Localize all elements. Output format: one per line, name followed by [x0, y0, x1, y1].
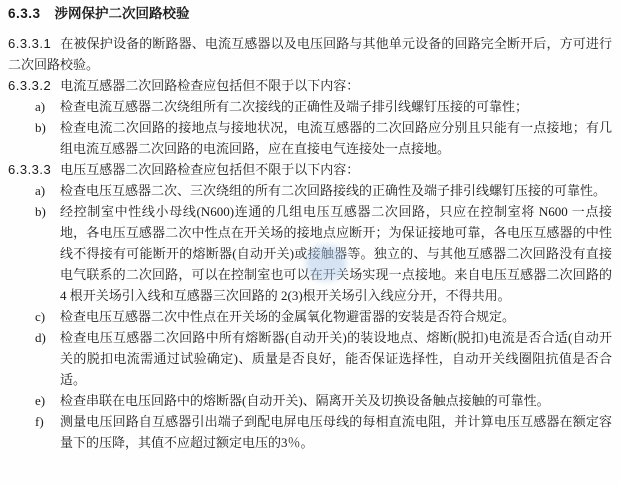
section-text: 电流互感器二次回路检查应包括但不限于以下内容：	[60, 78, 360, 93]
list-item-text: 检查串联在电压回路中的熔断器(自动开关)、隔离开关及切换设备触点接触的可靠性。	[60, 393, 550, 408]
list-item-label: a)	[35, 183, 46, 198]
list-item-label: b)	[35, 204, 46, 219]
list-item-text: 测量电压回路自互感器引出端子到配电屏电压母线的每相直流电阻，并计算电压互感器在额定容量下的压降，其值不应超过额定电压的3％。	[60, 414, 612, 450]
list-item	[8, 327, 612, 390]
section-paragraph	[8, 75, 612, 96]
document-body	[8, 33, 612, 453]
section-paragraph	[8, 159, 612, 180]
section-heading-title: 涉网保护二次回路校验	[54, 6, 190, 21]
section-heading-number: 6.3.3	[8, 6, 41, 21]
section-number: 6.3.3.2	[8, 78, 52, 93]
section-text: 在被保护设备的断路器、电流互感器以及电压回路与其他单元设备的回路完全断开后，方可进行二次回路校验。	[8, 36, 612, 72]
section-number: 6.3.3.3	[8, 162, 52, 177]
section-text: 电压互感器二次回路检查应包括但不限于以下内容：	[60, 162, 360, 177]
list-item-text: 检查电流互感器二次绕组所有二次接线的正确性及端子排引线螺钉压接的可靠性；	[60, 99, 529, 114]
list-item	[8, 411, 612, 453]
list-item	[8, 306, 612, 327]
list-item	[8, 180, 612, 201]
list-item-label: b)	[35, 120, 46, 135]
list-item-text: 经控制室中性线小母线(N600)连通的几组电压互感器二次回路，只应在控制室将 N600 一点接地，各电压互感器二次中性点在开关场的接地点应断开；为保证接地可靠，各电压互感器的中性线不得接有可能断开的熔断器(自动开关)或接触器等。独立的、与其他互感器二次回路没有直接电气联系的二次回路，可以在控制室也可以在开关场实现一点接地。来自电压互感器二次回路的 4 根开关场引入线和互感器三次回路的 2(3)根开关场引入线应分开，不得共用。	[60, 204, 612, 303]
list-item-label: f)	[35, 414, 44, 429]
section-number: 6.3.3.1	[8, 36, 52, 51]
list-item-label: e)	[35, 393, 46, 408]
list-item-text: 检查电压互感器二次中性点在开关场的金属氧化物避雷器的安装是否符合规定。	[60, 309, 516, 324]
section-paragraph	[8, 33, 612, 75]
list-item	[8, 201, 612, 306]
list-item-label: d)	[35, 330, 46, 345]
list-item	[8, 96, 612, 117]
list-item-text: 检查电流二次回路的接地点与接地状况，电流互感器的二次回路应分别且只能有一点接地；有几组电流互感器二次回路的电流回路，应在直接电气连接处一点接地。	[60, 120, 612, 156]
list-item-text: 检查电压互感器二次、三次绕组的所有二次回路接线的正确性及端子排引线螺钉压接的可靠性。	[60, 183, 607, 198]
list-item-label: a)	[35, 99, 46, 114]
list-item-text: 检查电压互感器二次回路中所有熔断器(自动开关)的装设地点、熔断(脱扣)电流是否合适(自动开关的脱扣电流需通过试验确定)、质量是否良好，能否保证选择性，自动开关线圈阻抗值是否合适。	[60, 330, 612, 387]
list-item	[8, 117, 612, 159]
list-item-label: c)	[35, 309, 46, 324]
section-heading	[8, 5, 612, 22]
list-item	[8, 390, 612, 411]
